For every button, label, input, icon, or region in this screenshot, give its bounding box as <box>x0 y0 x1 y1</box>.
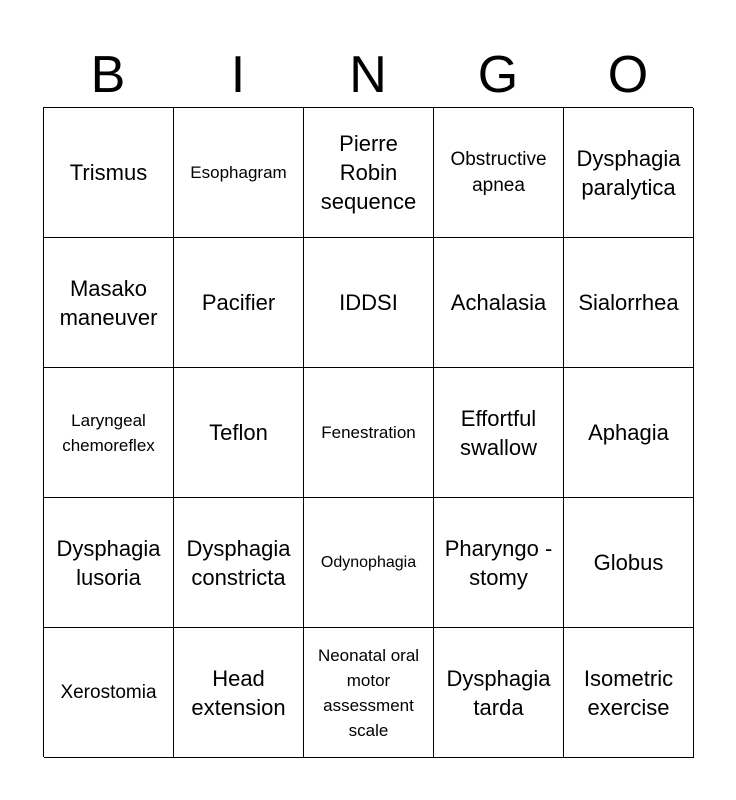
bingo-cell-text: Dysphagia paralytica <box>576 145 681 200</box>
bingo-cell[interactable] <box>434 498 564 628</box>
bingo-cell-text: Laryngeal chemoreflex <box>62 410 155 455</box>
bingo-cell-text: Fenestration <box>321 423 416 442</box>
bingo-cell[interactable] <box>564 628 694 758</box>
bingo-cell[interactable] <box>44 238 174 368</box>
bingo-cell-text: IDDSI <box>339 290 398 315</box>
bingo-cell-text: Xerostomia <box>60 681 157 703</box>
header-letter-i: I <box>230 46 246 104</box>
bingo-cell-text: Odynophagia <box>320 553 417 571</box>
bingo-cell[interactable] <box>304 238 434 368</box>
bingo-cell-text: Head extension <box>191 665 286 720</box>
bingo-cell[interactable] <box>44 498 174 628</box>
bingo-cell[interactable] <box>174 628 304 758</box>
bingo-cell[interactable] <box>434 108 564 238</box>
bingo-cell-text: Sialorrhea <box>578 290 679 315</box>
bingo-cell[interactable] <box>304 108 434 238</box>
bingo-cell-text: Neonatal oral motor assessment scale <box>317 645 420 740</box>
bingo-cell[interactable] <box>564 368 694 498</box>
bingo-cell-text: Teflon <box>209 420 268 445</box>
bingo-cell[interactable] <box>304 628 434 758</box>
bingo-cell[interactable] <box>304 498 434 628</box>
bingo-cell-text: Obstructive apnea <box>450 148 547 196</box>
bingo-cell-text: Pacifier <box>201 290 276 315</box>
bingo-cell[interactable] <box>564 498 694 628</box>
bingo-cell[interactable] <box>434 238 564 368</box>
bingo-cell-text: Dysphagia tarda <box>446 665 551 720</box>
bingo-cell-text: Esophagram <box>190 163 287 182</box>
bingo-cell-text: Dysphagia constricta <box>186 535 291 590</box>
bingo-cell[interactable] <box>174 498 304 628</box>
bingo-cell[interactable] <box>44 108 174 238</box>
bingo-header <box>43 44 693 106</box>
bingo-cell[interactable] <box>564 108 694 238</box>
bingo-card-grid <box>43 107 693 757</box>
bingo-cell[interactable] <box>434 368 564 498</box>
bingo-cell-text: Masako maneuver <box>59 275 158 330</box>
bingo-cell[interactable] <box>44 368 174 498</box>
bingo-cell[interactable] <box>174 368 304 498</box>
header-letter-n: N <box>349 46 387 104</box>
bingo-cell-text: Achalasia <box>450 290 547 315</box>
bingo-cell-text: Trismus <box>69 160 148 185</box>
bingo-cell-text: Pharyngo -stomy <box>444 535 553 590</box>
bingo-cell[interactable] <box>304 368 434 498</box>
bingo-cell-text: Effortful swallow <box>459 405 538 460</box>
bingo-cell[interactable] <box>174 108 304 238</box>
bingo-cell-text: Pierre Robin sequence <box>320 131 417 214</box>
bingo-cell[interactable] <box>434 628 564 758</box>
bingo-cell-text: Isometric exercise <box>583 665 674 720</box>
header-letter-g: G <box>477 46 519 104</box>
header-letter-b: B <box>90 46 126 104</box>
header-letter-o: O <box>607 46 649 104</box>
bingo-cell-text: Aphagia <box>588 420 669 445</box>
bingo-cell-text: Dysphagia lusoria <box>56 535 161 590</box>
bingo-cell[interactable] <box>174 238 304 368</box>
bingo-cell-text: Globus <box>593 550 664 575</box>
bingo-cell[interactable] <box>564 238 694 368</box>
bingo-cell[interactable] <box>44 628 174 758</box>
